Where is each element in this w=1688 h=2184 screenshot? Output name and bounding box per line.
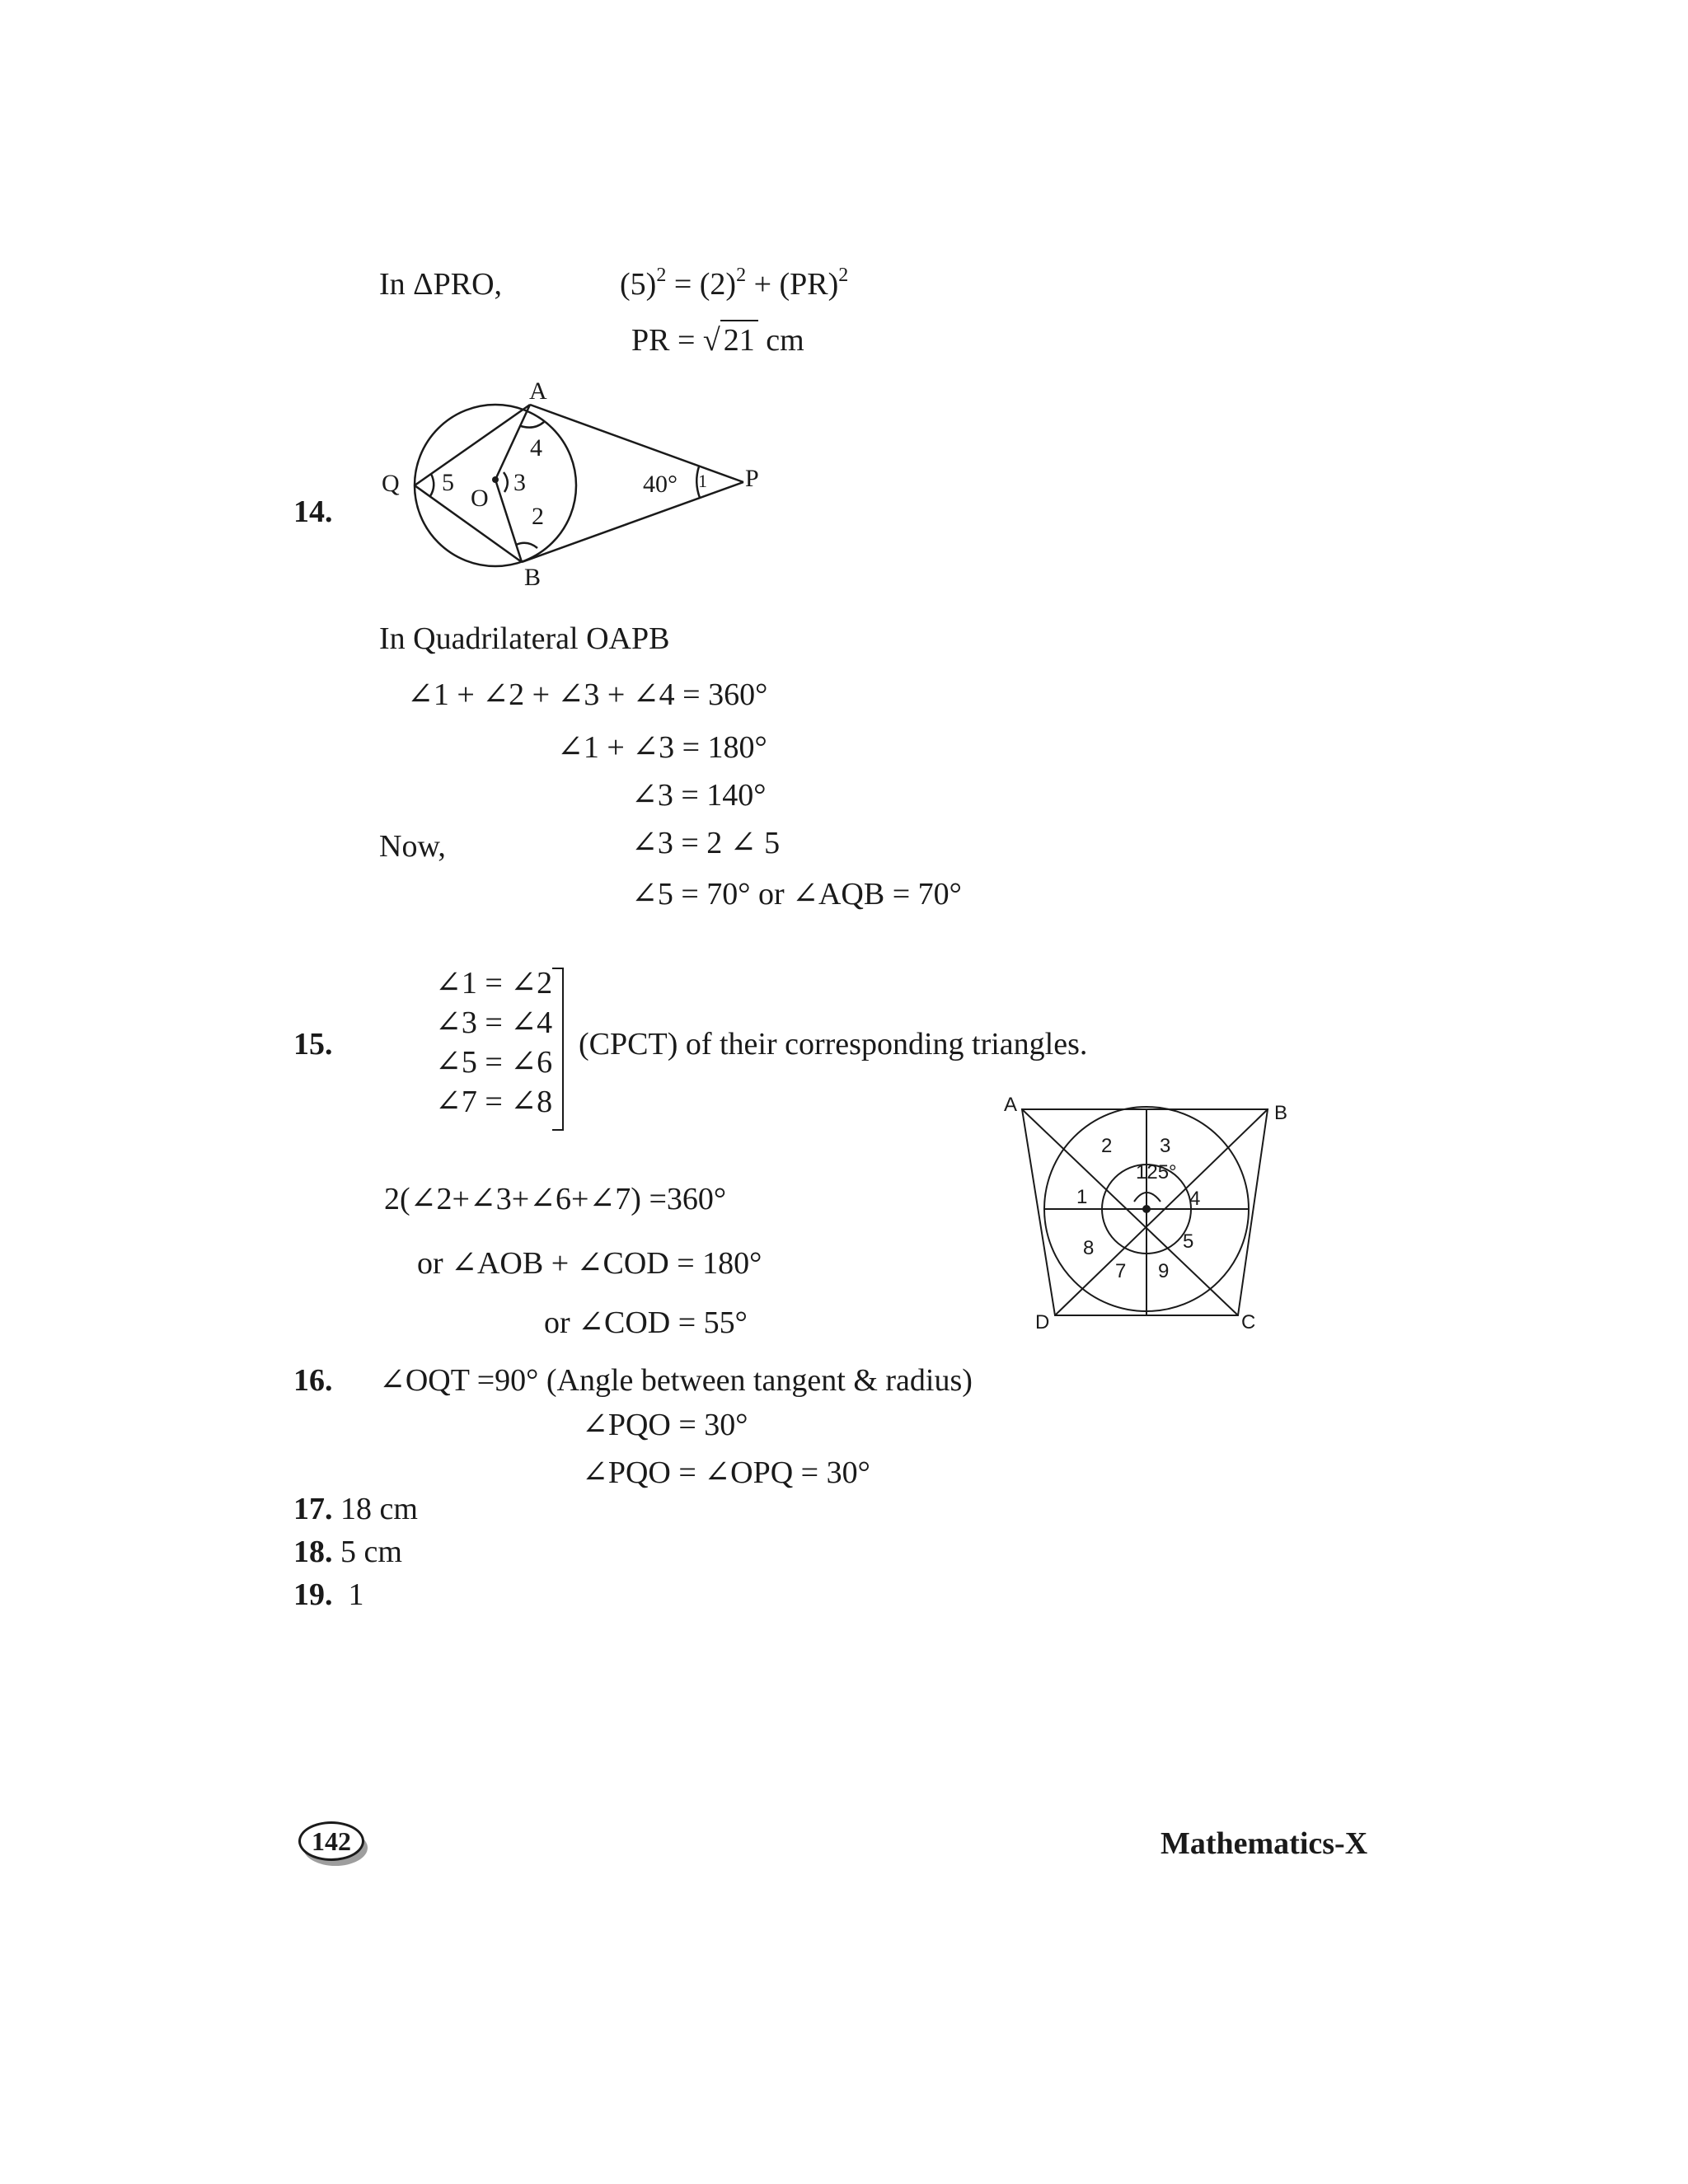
label-angle5: 5: [442, 469, 454, 496]
label-P: P: [745, 465, 759, 492]
eq2-lhs: PR =: [631, 323, 696, 358]
q15-row1: ∠1 = ∠2: [435, 966, 553, 1001]
fig-label-3: 3: [1160, 1135, 1171, 1157]
q15-step1: 2(∠2+∠3+∠6+∠7) =360°: [384, 1182, 727, 1216]
q17-answer: 18 cm: [332, 1492, 418, 1526]
sqrt-21: √ 21: [703, 325, 758, 356]
fig-label-B: B: [1274, 1102, 1288, 1124]
fig-label-125: 125°: [1136, 1161, 1177, 1183]
fig-label-2: 2: [1101, 1135, 1113, 1157]
q18-number: 18.: [293, 1535, 333, 1569]
label-O: O: [471, 485, 489, 512]
q16-line1: ∠OQT =90° (Angle between tangent & radius): [379, 1363, 973, 1398]
q16-line3: ∠PQO = ∠OPQ = 30°: [582, 1455, 870, 1490]
q14-number: 14.: [293, 494, 333, 529]
fig-label-9: 9: [1158, 1260, 1170, 1282]
q15-row3: ∠5 = ∠6: [435, 1045, 553, 1080]
q17-number: 17.: [293, 1492, 333, 1526]
q17: [293, 1493, 418, 1525]
eq1-lhs: (5): [620, 267, 657, 302]
q14-line2: ∠1 + ∠3 = 180°: [557, 730, 767, 765]
fig-label-7: 7: [1115, 1260, 1127, 1282]
label-angle4: 4: [530, 434, 542, 462]
fig-label-1: 1: [1076, 1186, 1088, 1208]
line-AC: [1022, 1109, 1238, 1315]
q13-label: In ΔPRO,: [379, 267, 503, 302]
label-angle3: 3: [513, 469, 526, 496]
q14-heading: In Quadrilateral OAPB: [379, 621, 670, 656]
eq1-exp1: 2: [656, 265, 667, 286]
fig-label-8: 8: [1083, 1237, 1095, 1259]
q14-line3: ∠3 = 140°: [631, 778, 767, 813]
fig-label-A: A: [1004, 1094, 1018, 1116]
q19-answer: 1: [332, 1577, 364, 1612]
q16-number: 16.: [293, 1363, 333, 1398]
q15-number: 15.: [293, 1027, 333, 1062]
q14-line1: ∠1 + ∠2 + ∠3 + ∠4 = 360°: [407, 677, 768, 712]
q15-row2: ∠3 = ∠4: [435, 1005, 553, 1040]
eq1-exp3: 2: [838, 265, 849, 286]
q14-line4: ∠3 = 2 ∠ 5: [631, 826, 781, 860]
q14-now: Now,: [379, 829, 446, 864]
page-number: 142: [298, 1821, 364, 1861]
q16-line2: ∠PQO = 30°: [582, 1408, 748, 1442]
q15-step2: or ∠AOB + ∠COD = 180°: [417, 1246, 762, 1281]
eq1-exp2: 2: [736, 265, 747, 286]
label-Q: Q: [382, 470, 400, 497]
fig-label-C: C: [1241, 1311, 1256, 1333]
eq1-mid: = (2): [666, 267, 737, 302]
q18-answer: 5 cm: [332, 1535, 402, 1569]
eq1-rhs: + (PR): [746, 267, 839, 302]
q15-cpct: (CPCT) of their corresponding triangles.: [579, 1027, 1088, 1062]
eq2-unit: cm: [766, 323, 804, 358]
q15-center-dot: [1142, 1205, 1151, 1213]
label-angle-p: 40°: [643, 471, 678, 498]
fig-label-D: D: [1035, 1311, 1050, 1333]
q19-number: 19.: [293, 1577, 333, 1612]
q18: [293, 1536, 402, 1568]
label-angle2: 2: [532, 503, 544, 530]
q15-row4: ∠7 = ∠8: [435, 1085, 553, 1119]
fig-label-4: 4: [1189, 1188, 1201, 1210]
q15-step3: or ∠COD = 55°: [544, 1305, 748, 1340]
label-B: B: [524, 564, 542, 591]
label-A: A: [529, 377, 547, 405]
page-number-badge: [298, 1821, 364, 1859]
fig-label-5: 5: [1183, 1230, 1194, 1253]
q19: [293, 1579, 364, 1610]
label-angle1: 1: [698, 471, 707, 491]
q14-line5: ∠5 = 70° or ∠AQB = 70°: [631, 877, 962, 912]
sqrt-radicand: 21: [720, 320, 758, 358]
footer-title: Mathematics-X: [1160, 1826, 1368, 1861]
